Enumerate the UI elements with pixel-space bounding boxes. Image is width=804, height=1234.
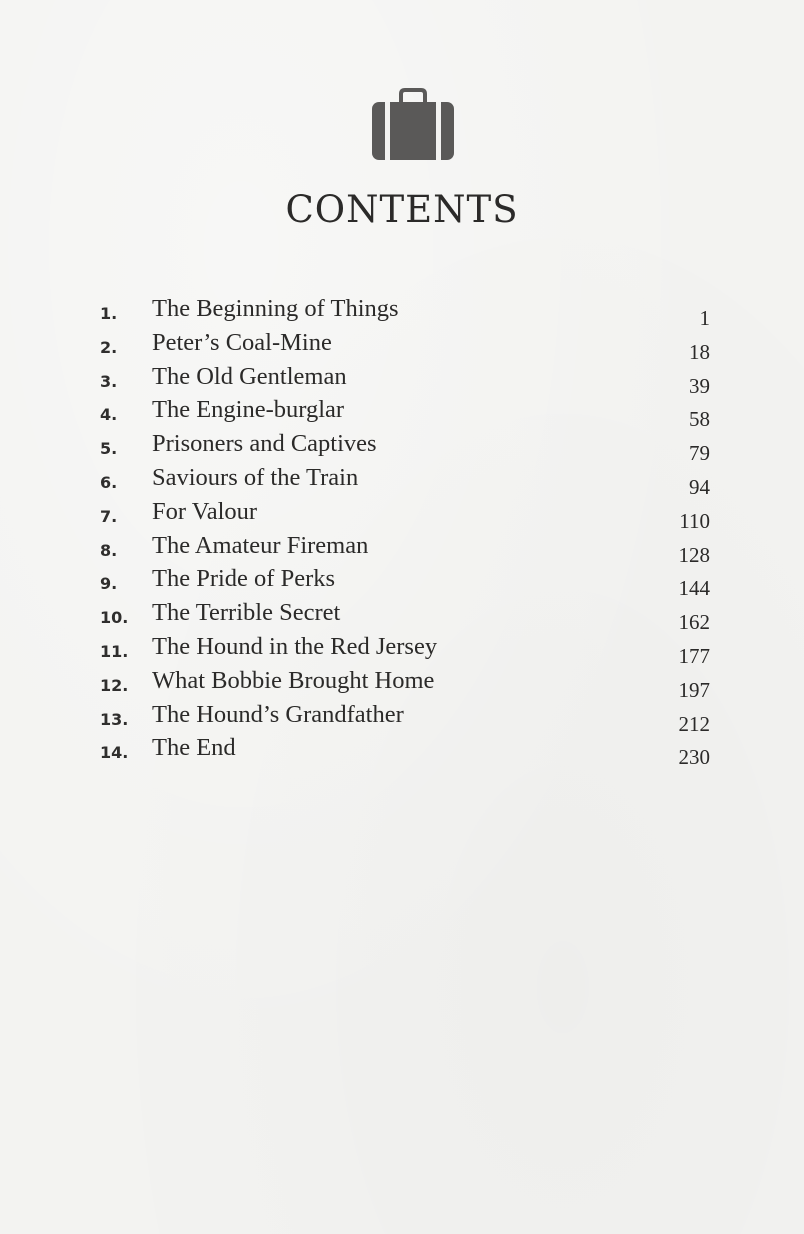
chapter-title: Prisoners and Captives xyxy=(152,430,377,458)
chapter-title: Peter’s Coal-Mine xyxy=(152,328,332,356)
page-number: 58 xyxy=(689,407,710,432)
page-number: 1 xyxy=(699,306,710,330)
chapter-title: The Terrible Secret xyxy=(152,599,341,627)
chapter-title: The Old Gentleman xyxy=(152,362,347,390)
page-number: 230 xyxy=(678,745,710,770)
toc-row xyxy=(0,665,804,702)
toc-row xyxy=(0,563,804,601)
chapter-number: 1. xyxy=(100,304,118,323)
toc-row xyxy=(0,732,804,770)
chapter-number: 5. xyxy=(100,439,118,459)
chapter-number: 12. xyxy=(100,675,129,695)
page-number: 162 xyxy=(678,610,710,635)
toc-row xyxy=(0,394,804,432)
chapter-title: For Valour xyxy=(152,497,258,525)
chapter-number: 7. xyxy=(100,506,118,526)
toc-row xyxy=(0,631,804,668)
chapter-number: 6. xyxy=(100,472,118,492)
toc-row xyxy=(0,530,804,567)
toc-row xyxy=(0,327,804,364)
toc-row xyxy=(0,462,804,499)
page-number: 110 xyxy=(679,508,710,533)
page-number: 212 xyxy=(678,711,710,736)
page-number: 177 xyxy=(678,643,710,668)
page-number: 94 xyxy=(689,474,710,499)
chapter-number: 11. xyxy=(100,641,129,661)
toc-row xyxy=(0,597,804,635)
toc-row xyxy=(0,496,804,533)
chapter-number: 10. xyxy=(100,608,129,628)
page-title: CONTENTS xyxy=(285,188,519,231)
page-number: 18 xyxy=(689,339,710,364)
page-number: 39 xyxy=(689,373,710,398)
chapter-title: The Hound’s Grandfather xyxy=(152,700,404,728)
toc-row xyxy=(0,293,804,330)
page-number: 79 xyxy=(689,441,710,466)
chapter-title: The Hound in the Red Jersey xyxy=(152,632,438,660)
chapter-title: What Bobbie Brought Home xyxy=(152,666,435,694)
toc-row xyxy=(0,699,804,736)
suitcase-icon xyxy=(370,88,456,162)
chapter-title: The Amateur Fireman xyxy=(152,531,369,559)
chapter-number: 9. xyxy=(100,574,118,594)
chapter-number: 8. xyxy=(100,540,118,560)
chapter-number: 4. xyxy=(100,405,118,425)
chapter-number: 13. xyxy=(100,709,129,729)
toc-row xyxy=(0,428,804,466)
page-number: 144 xyxy=(678,576,710,601)
chapter-number: 3. xyxy=(100,371,118,391)
chapter-title: The End xyxy=(152,734,236,762)
page-number: 197 xyxy=(678,677,710,702)
page-number: 128 xyxy=(678,542,710,567)
chapter-title: The Beginning of Things xyxy=(152,295,399,322)
table-of-contents xyxy=(0,293,804,770)
chapter-title: Saviours of the Train xyxy=(152,463,359,491)
chapter-number: 2. xyxy=(100,337,118,357)
toc-row xyxy=(0,361,804,398)
chapter-number: 14. xyxy=(100,743,129,763)
chapter-title: The Pride of Perks xyxy=(152,565,336,593)
chapter-title: The Engine-burglar xyxy=(152,396,345,424)
